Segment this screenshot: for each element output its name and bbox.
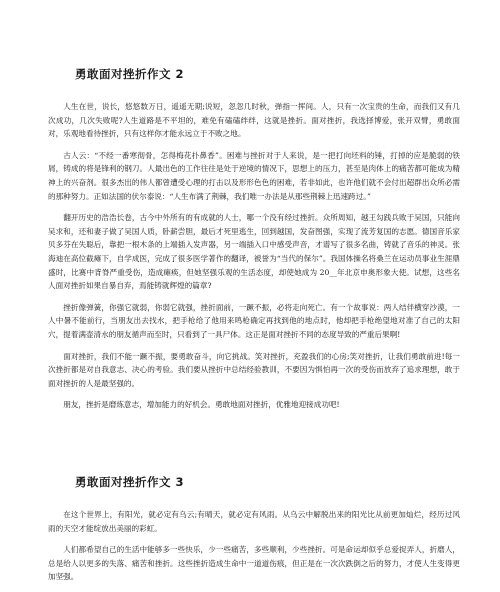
article-1-paragraph-3: 翻开历史的浩浩长卷，古今中外所有的有成就的人士，哪一个没有经过挫折。众所周知，越王勾践兵败于吴国，只能向吴求和，还和妻子做了吴国人质，卧薪尝胆，最后才死里逃生，回到越国，发奋图强，实现了流芳复国的志愿。德国音乐家贝多芬在失聪后，靠把一根木条的上端插入发声器，另一端插入口中感受声音，才谱写了很多名曲，铸就了音乐的神灵。张海迪在高位截瘫下，自学成医，完成了很多医学著作的翻译，被誉为“当代的保尔”。我国体操名将桑兰在运动员事业生涯鼎盛时，比赛中背脊严重受伤，造成瘫痪，但她坚强乐观的生活态度，却使她成为 20__年北京申奥形象大使。试想，这些名人面对挫折如果自暴自弃，焉能铸就辉煌的篇章? — [48, 213, 460, 291]
article-1-paragraph-1: 人生在世，说长，悠悠数万日，遥遥无期;说短，忽忽几时秋，弹指一挥间。人，只有一次宝贵的生命，而我们又有几次成功，几次失败呢?人生道路是不平坦的，难免有磕磕绊绊，这就是挫折。面对挫折，我选择博爱，张开双臂，勇敢面对，乐观地看待挫折，只有这样你才能永远立于不败之地。 — [48, 102, 460, 139]
article-1-paragraph-6: 朋友，挫折是磨炼意志，增加能力的好机会。勇敢地面对挫折，优雅地迎接成功吧! — [63, 400, 340, 410]
article-2-title: 勇敢面对挫折作文 3 — [75, 475, 185, 489]
article-1 — [48, 66, 460, 420]
article-2-paragraph-2: 人们都希望自己的生活中能够多一些快乐，少一些痛苦，多些顺利，少些挫折。可是命运却似乎总爱捉弄人，折磨人，总是给人以更多的失落、痛苦和挫折。这些挫折造成生命中一道道伤痕，但正是在一次次跌倒之后的努力，才使人生变得更加坚强。 — [48, 545, 460, 582]
article-2-paragraph-1: 在这个世界上，有阳光，就必定有乌云;有晴天，就必定有风雨。从乌云中解脱出来的阳光比从前更加灿烂，经历过风雨的天空才能绽放出美丽的彩虹。 — [48, 510, 460, 533]
article-1-paragraph-4: 挫折像弹簧，你强它就弱，你弱它就强，挫折面前，一蹶不振，必将走向死亡。有一个故事说：两人结伴横穿沙漠，一人中暑不能前行，当朋友出去找水，把手枪给了他用来鸣枪确定再找到他的地点时，他却把手枪绝望地对准了自己的太阳穴，提着满壶清水的朋友循声而至时，只看到了一具尸体。这正是面对挫折不同的态度导致的严重后果啊! — [48, 302, 460, 339]
article-1-paragraph-2: 古人云：“不经一番寒彻骨，怎得梅花扑鼻香”。困难与挫折对于人来说，是一把打向坯料的锤，打掉的应是脆弱的铁屑，铸成的将是锋利的钢刀。人最出色的工作往往是处于逆境的情况下，思想上的压力，甚至是肉体上的痛苦都可能成为精神上的兴奋剂。很多杰出的伟人都曾遭受心理的打击以及形形色色的困难，若非如此，也许他们就不会付出超群出众所必需的那种努力。正如法国的伏尔泰说：“人生布满了荆棘，我们唯一办法是从那些荆棘上迅速跨过。” — [48, 150, 460, 201]
article-2 — [48, 474, 460, 592]
article-1-paragraph-5: 面对挫折，我们不能一蹶不振，要勇敢奋斗，向它挑战。笑对挫折，充盈我们的心房;笑对挫折，让我们勇敢前进!每一次挫折都是对自我意志、决心的考验。我们要从挫折中总结经验教训，不要因为惧怕再一次的受伤而放弃了追求理想，敢于面对挫折的人是最坚强的。 — [48, 351, 460, 388]
article-1-title: 勇敢面对挫折作文 2 — [75, 67, 185, 81]
